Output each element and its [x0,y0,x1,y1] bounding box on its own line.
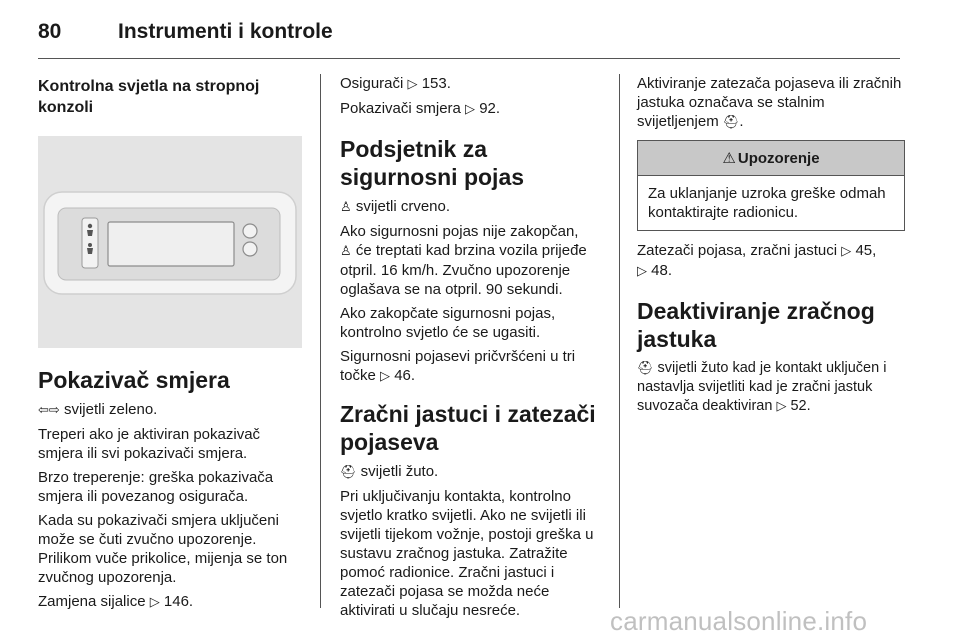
warning-box [637,140,905,231]
turn-signal-p4: Zamjena sijalice ▷ 146. [38,593,194,610]
airbag-intro: ⛑ svijetli žuto. [340,463,439,480]
seatbelt-icon: ♙ [340,244,352,259]
column-divider-1 [320,74,321,608]
pretensioner-ref: Zatezači pojasa, zračni jastuci ▷ 45, ▷ 48. [637,242,877,279]
airbag-off-icon: ⛑ [637,361,654,376]
airbag-activation-p: Aktiviranje zatezača pojaseva ili zračnih jastuka označava se stalnim svijetljenjem ⛑. [637,75,902,130]
turn-signal-icon: ⇦⇨ [38,403,60,418]
turn-signals-ref: Pokazivači smjera ▷ 92. [340,100,501,117]
ref-arrow-icon: ▷ [149,595,160,610]
sub-heading-overhead-console: Kontrolna svjetla na stropnoj konzoli [38,78,260,116]
overhead-console-figure [38,136,302,348]
column-1 [38,74,306,617]
airbag-deactivation-heading: Deaktiviranje zračnog jastuka [637,298,875,352]
column-3 [637,74,905,421]
warning-triangle-icon: ⚠ [722,149,736,167]
airbag-heading: Zračni jastuci i zatezači pojaseva [340,401,596,455]
airbag-icon: ⛑ [340,465,357,480]
warning-header: ⚠ Upozorenje [638,141,904,176]
overhead-console-illustration [38,136,302,348]
page-number: 80 [38,20,62,43]
seatbelt-p2: Ako zakopčate sigurnosni pojas, kontrolno svjetlo će se ugasiti. [340,305,556,341]
page-header [38,16,918,50]
column-divider-2 [619,74,620,608]
seatbelt-icon: ♙ [340,200,352,215]
seatbelt-reminder-heading: Podsjetnik za sigurnosni pojas [340,136,525,190]
turn-signal-intro: ⇦⇨ svijetli zeleno. [38,401,158,418]
seatbelt-p1: Ako sigurnosni pojas nije zakopčan, ♙ će treptati kad brzina vozila prijeđe otpril. 16 km/h. Zvučno upozorenje oglašava se na otpril. 90 sekundi. [340,223,587,298]
airbag-p1: Pri uključivanju kontakta, kontrolno svjetlo kratko svijetli. Ako ne svijetli ili svijetli tijekom vožnje, postoji greška u sustavu zračnog jastuka. Zatražite pomoć radionice. Zračni jastuci i zatezači pojasa se možda neće aktivirati u slučaju nesreće. [340,488,594,619]
seatbelt-intro: ♙ svijetli crveno. [340,198,451,215]
ref-arrow-icon: ▷ [465,102,476,117]
airbag-icon: ⛑ [722,115,740,130]
airbag-deactivation-p: ⛑ svijetli žuto kad je kontakt uključen i nastavlja svijetliti kad je zračni jastuk suvozača deaktiviran ▷ 52. [637,360,887,414]
ref-arrow-icon: ▷ [776,399,787,414]
turn-signal-p2: Brzo treperenje: greška pokazivača smjera ili povezanog osigurača. [38,469,274,505]
section-title: Instrumenti i kontrole [118,20,333,43]
ref-arrow-icon: ▷ [841,244,852,259]
ref-arrow-icon: ▷ [637,264,647,279]
watermark: carmanualsonline.info [610,606,868,636]
column-2 [340,74,606,625]
turn-signal-heading: Pokazivač smjera [38,367,230,393]
ref-arrow-icon: ▷ [407,77,418,92]
header-divider [38,58,900,59]
turn-signal-p3: Kada su pokazivači smjera uključeni može se čuti zvučno upozorenje. Prilikom vuče prikolice, mijenja se ton zvučnog upozorenja. [38,512,288,586]
turn-signal-p1: Treperi ako je aktiviran pokazivač smjera ili svi pokazivači smjera. [38,426,261,462]
fuses-ref: Osigurači ▷ 153. [340,75,451,92]
warning-body: Za uklanjanje uzroka greške odmah kontaktirajte radionicu. [648,185,886,221]
seatbelt-p3: Sigurnosni pojasevi pričvršćeni u tri točke ▷ 46. [340,348,576,384]
ref-arrow-icon: ▷ [380,369,391,384]
